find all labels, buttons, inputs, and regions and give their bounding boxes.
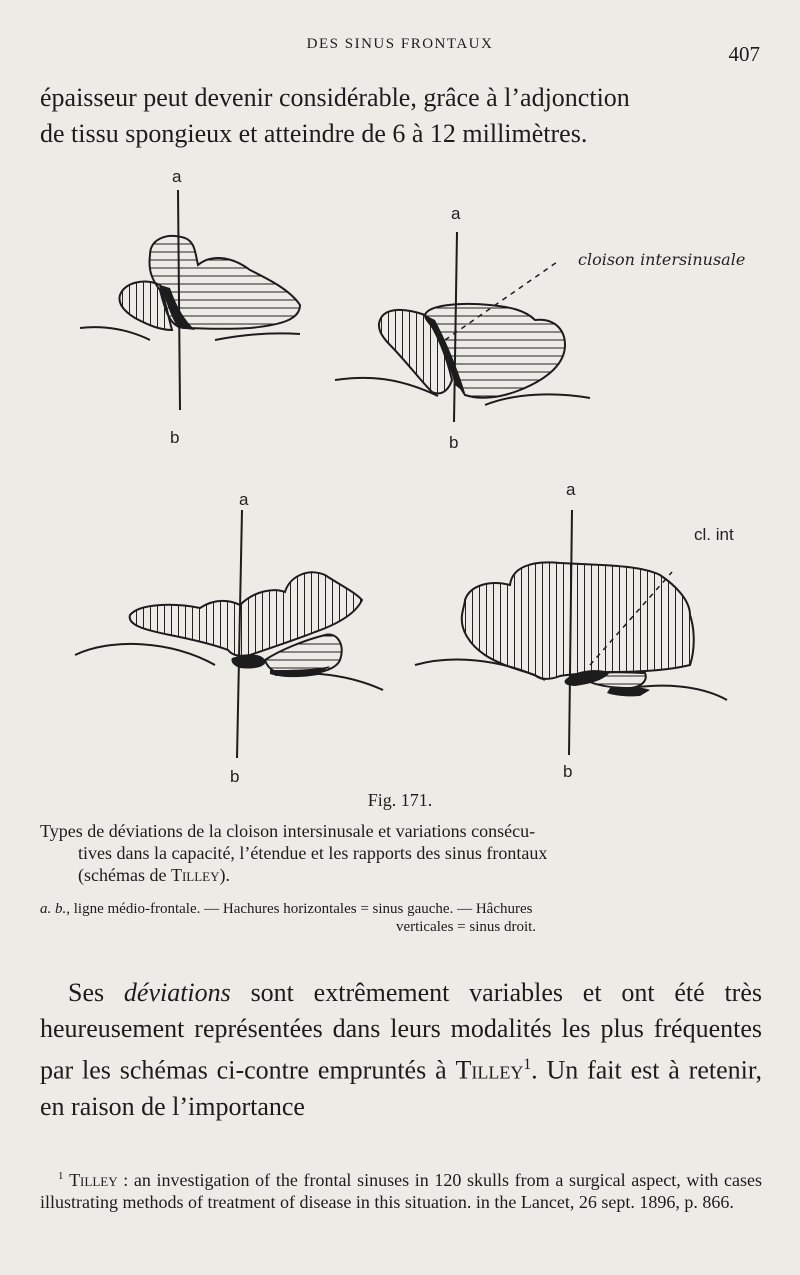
body-line-4-post: . Un fait est à retenir, en raison de l’importance [40,1055,762,1121]
body-line-1-em: déviations [123,978,231,1007]
footnote-text: : an investigation of the frontal sinuses in 120 skulls from a surgical aspect, with cases illustrating methods of treatment of disease in this situation. in the Lancet, 26 sept. 1896, p. 866. [40,1170,763,1212]
caption-line-3 [40,864,762,886]
schema-1 [80,167,300,447]
schema-3 [75,490,383,786]
schema-1-axis [178,190,180,410]
schema-2-label-b: b [449,433,459,452]
caption-line-3-pre: (schémas de [78,865,171,885]
schema-4 [415,480,734,781]
figure-legend [40,900,762,936]
legend-abbr: a. b. [40,901,67,917]
figure-number: Fig. 171. [367,790,433,810]
body-line-3: plus fréquentes par les schémas ci-contre empruntés [40,1014,762,1085]
cl-int-label: cl. int [694,525,734,544]
body-line-1-post: sont extrêmement variables et ont été [230,978,705,1007]
caption-line-1: Types de déviations de la cloison intersinusale et variations consécu- [40,821,536,841]
body-paragraph [40,975,762,1125]
footnote-marker: 1 [58,1170,64,1182]
schema-1-label-b: b [170,428,180,447]
top-paragraph-line-2: de tissu spongieux et atteindre de 6 à 12 millimètres. [40,119,588,148]
caption-author: Tilley [170,865,220,885]
caption-line-3-post: ). [219,865,231,885]
body-line-1-pre: Ses [68,978,124,1007]
body-line-2: très heureusement représentées dans leurs modalités les [40,978,762,1043]
schema-1-label-a: a [172,167,182,186]
sinus-schematics [0,160,800,800]
body-line-4-pre: à [435,1055,456,1085]
body-author: Tilley [455,1055,524,1085]
schema-4-label-b: b [563,762,573,781]
footnote-ref: 1 [523,1056,532,1073]
schema-3-label-a: a [239,490,249,509]
caption-line-2: tives dans la capacité, l’étendue et les rapports des sinus frontaux [78,843,548,863]
schema-4-right-sinus [462,562,694,679]
schema-3-label-b: b [230,767,240,786]
handwritten-annotation: cloison intersinusale [578,250,746,269]
page-number: 407 [728,42,760,66]
footnote [40,1165,762,1213]
legend-line-1 [40,901,532,917]
figure-caption [40,820,762,886]
legend-line-1-text: , ligne médio-frontale. — Hachures horizontales = sinus gauche. — Hâchures [66,901,533,917]
running-title: DES SINUS FRONTAUX [306,36,494,52]
schema-4-label-a: a [566,480,576,499]
top-paragraph [40,80,762,152]
schema-2-label-a: a [451,204,461,223]
top-paragraph-line-1: épaisseur peut devenir considérable, grâce à l’adjonction [40,83,630,112]
schema-2 [335,204,745,452]
figure-171 [0,160,800,800]
footnote-author: Tilley [69,1170,118,1190]
footnote-marker-wrap [40,1170,69,1190]
legend-line-2: verticales = sinus droit. [395,919,537,935]
